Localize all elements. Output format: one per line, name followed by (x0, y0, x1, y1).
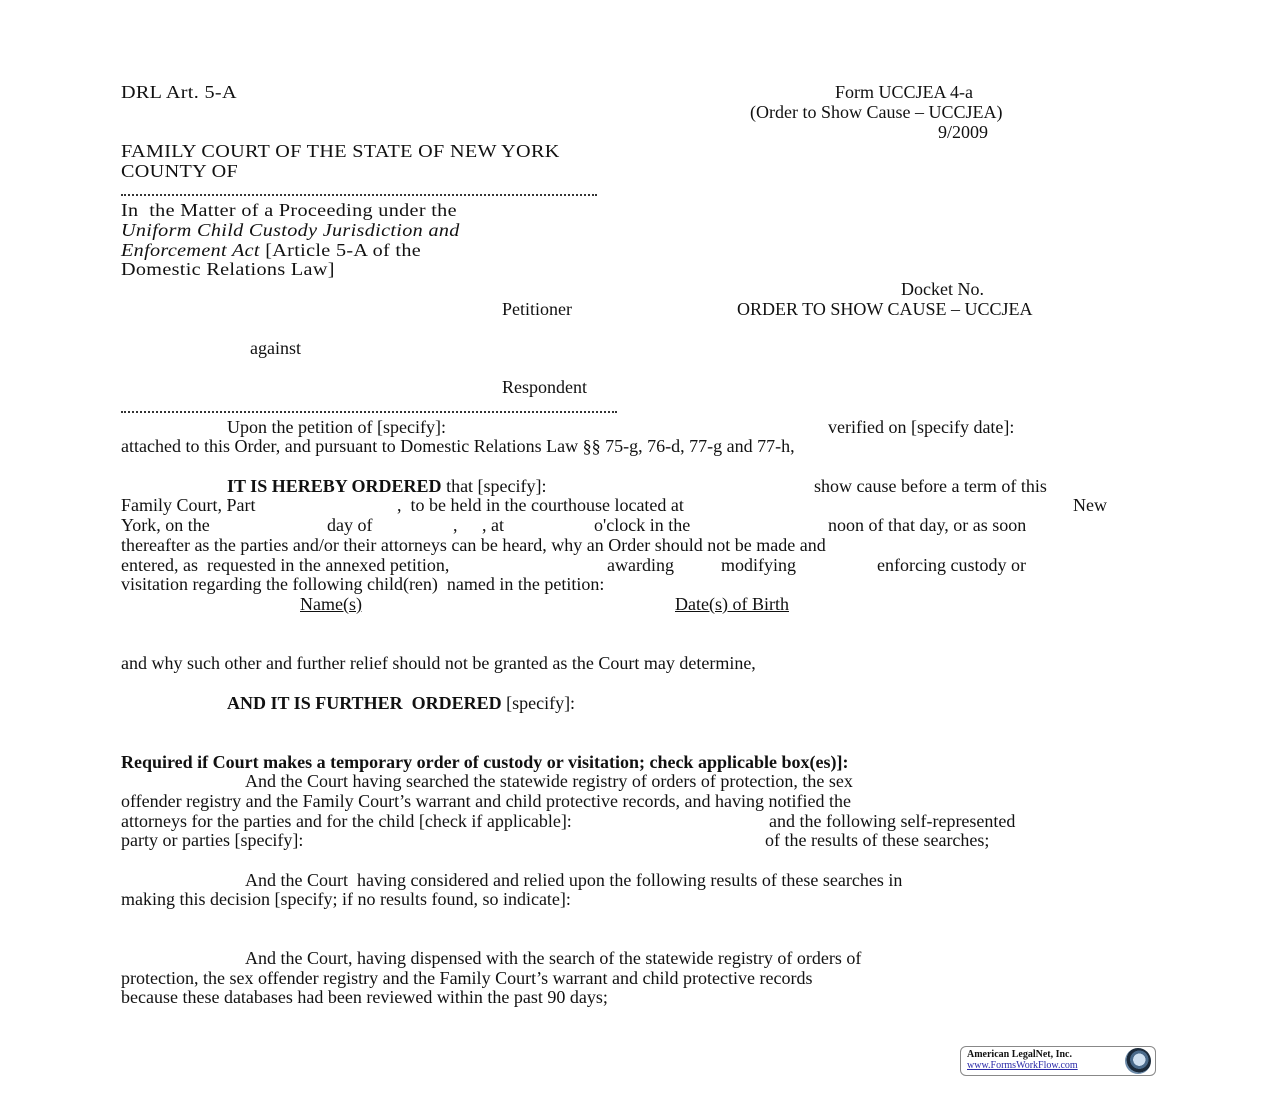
ordered-heading: IT IS HEREBY ORDERED (227, 476, 442, 496)
matter-line-3 (121, 240, 421, 260)
document-title: ORDER TO SHOW CAUSE – UCCJEA (737, 299, 1033, 319)
dispensed-line-3: because these databases had been reviewed within the past 90 days; (121, 987, 608, 1007)
day-of-label: day of (327, 515, 373, 535)
noon-text: noon of that day, or as soon (828, 515, 1027, 535)
awarding-option: awarding (607, 555, 674, 575)
county-label: COUNTY OF (121, 161, 239, 181)
parties-specify-label: party or parties [specify]: (121, 830, 304, 850)
verified-on-label: verified on [specify date]: (828, 417, 1015, 437)
at-label: , at (482, 515, 504, 535)
considered-line-2: making this decision [specify; if no results found, so indicate]: (121, 889, 571, 909)
modifying-option: modifying (721, 555, 796, 575)
form-date: 9/2009 (938, 122, 989, 142)
matter-line-4: Domestic Relations Law] (121, 259, 335, 279)
ordered-clause (227, 476, 547, 496)
courthouse-label: , to be held in the courthouse located at (397, 495, 684, 515)
annexed-petition-text: entered, as requested in the annexed petition, (121, 555, 450, 575)
against-label: against (250, 338, 301, 358)
results-of-searches-text: of the results of these searches; (765, 830, 990, 850)
considered-line-1: And the Court having considered and relied upon the following results of these searches in (245, 870, 903, 890)
statute-reference: DRL Art. 5-A (121, 82, 237, 102)
new-york-text: New (1073, 495, 1107, 515)
searched-line-2: offender registry and the Family Court’s warrant and child protective records, and having notified the (121, 791, 851, 811)
caption-bottom-divider (121, 411, 617, 413)
globe-logo-icon (1125, 1048, 1151, 1074)
further-ordered-specify: [specify]: (501, 693, 576, 713)
oclock-label: o'clock in the (594, 515, 691, 535)
searched-line-3: attorneys for the parties and for the child [check if applicable]: (121, 811, 572, 831)
court-name: FAMILY COURT OF THE STATE OF NEW YORK (121, 141, 560, 161)
matter-line-1: In the Matter of a Proceeding under the (121, 200, 457, 220)
publisher-logo (960, 1046, 1156, 1076)
form-title: (Order to Show Cause – UCCJEA) (750, 102, 1003, 122)
enforcing-option: enforcing custody or (877, 555, 1026, 575)
order-line-4: thereafter as the parties and/or their attorneys can be heard, why an Order should not be made and (121, 535, 826, 555)
further-ordered-heading: AND IT IS FURTHER ORDERED (227, 693, 502, 713)
on-the-label: York, on the (121, 515, 210, 535)
matter-line-2: Uniform Child Custody Jurisdiction and (121, 220, 460, 240)
petition-of-label: Upon the petition of [specify]: (227, 417, 446, 437)
docket-label: Docket No. (901, 279, 984, 299)
names-column-header: Name(s) (300, 594, 362, 614)
respondent-label: Respondent (502, 377, 587, 397)
statute-citation: attached to this Order, and pursuant to Domestic Relations Law §§ 75-g, 76-d, 77-g and 77-h, (121, 436, 795, 456)
caption-top-divider (121, 194, 597, 196)
publisher-website-link[interactable]: www.FormsWorkFlow.com (967, 1060, 1078, 1071)
form-id: Form UCCJEA 4-a (835, 82, 974, 102)
comma-separator: , (453, 515, 458, 535)
ordered-specify: that [specify]: (441, 476, 547, 496)
required-heading: Required if Court makes a temporary order of custody or visitation; check applicable box(es)]: (121, 752, 849, 772)
dispensed-line-2: protection, the sex offender registry and the Family Court’s warrant and child protective records (121, 968, 813, 988)
further-relief-text: and why such other and further relief should not be granted as the Court may determine, (121, 653, 756, 673)
searched-line-1: And the Court having searched the statewide registry of orders of protection, the sex (245, 771, 853, 791)
dob-column-header: Date(s) of Birth (675, 594, 789, 614)
show-cause-text: show cause before a term of this (814, 476, 1047, 496)
children-named-text: visitation regarding the following child(ren) named in the petition: (121, 574, 605, 594)
petitioner-label: Petitioner (502, 299, 572, 319)
act-name: Enforcement Act (121, 240, 260, 260)
part-label: Family Court, Part (121, 495, 256, 515)
dispensed-line-1: And the Court, having dispensed with the search of the statewide registry of orders of (245, 948, 862, 968)
article-ref: [Article 5-A of the (259, 240, 422, 260)
publisher-name: American LegalNet, Inc. (967, 1049, 1072, 1060)
self-represented-text: and the following self-represented (769, 811, 1016, 831)
further-ordered-clause (227, 693, 575, 713)
